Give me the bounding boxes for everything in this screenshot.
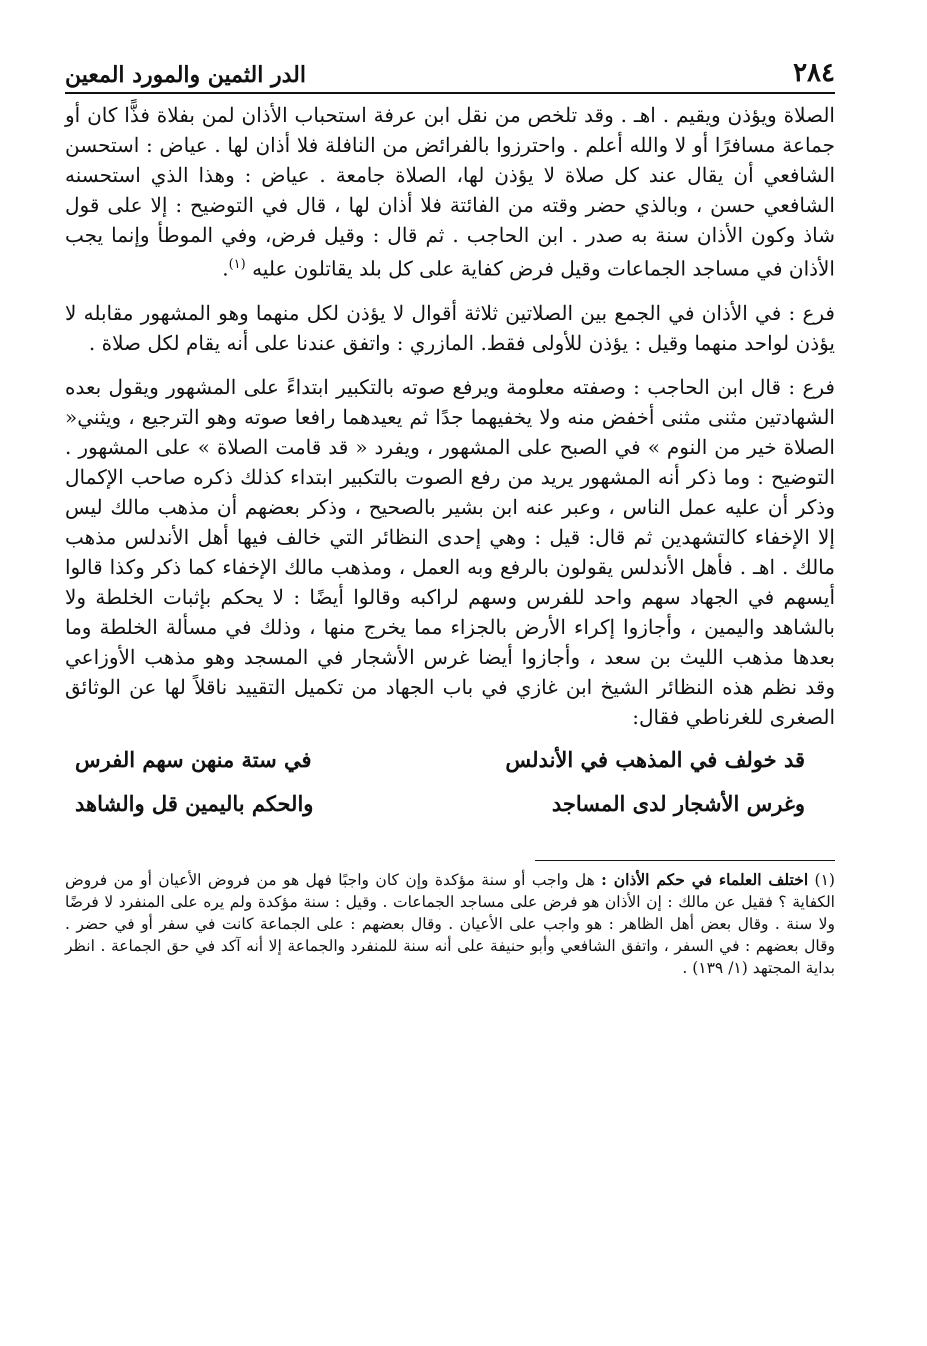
footnote-separator (535, 860, 835, 861)
verse-second-hemistich: في ستة منهن سهم الفرس (75, 746, 312, 772)
paragraph-2 (65, 298, 835, 358)
paragraph-3 (65, 372, 835, 732)
verse-line-1 (65, 738, 835, 782)
verse-first-hemistich: قد خولف في المذهب في الأندلس (505, 746, 805, 772)
footnote-heading: اختلف العلماء في حكم الأذان : (601, 869, 809, 889)
paragraph-text: فرع : قال ابن الحاجب : وصفته معلومة ويرفع صوته بالتكبير ابتداءً على المشهور ويقول بعده الشهادتين مثنى مثنى أخفض منه ولا يخفيهما جدًا ثم يعيدهما رافعا صوته وهو الترجيع ، ويثني« الصلاة خير من النوم » في الصبح على المشهور ، ويفرد « قد قامت الصلاة » على المشهور . التوضيح : وما ذكر أنه المشهور يريد من رفع الصوت بالتكبير ابتداء كذلك ذكره صاحب الإكمال وذكر أن عليه عمل الناس ، وعبر عنه ابن بشير بالصحيح ، وذكر بعضهم أن مذهب مالك ليس إلا الإخفاء كالتشهدين ثم قال: قيل : وهي إحدى النظائر التي خالف فيها أهل الأندلس مذهب مالك . اهـ . فأهل الأندلس يقولون بالرفع وبه العمل ، ومذهب مالك الإخفاء كما ذكر وكذا قالوا أيسهم في الجهاد سهم واحد للفرس وسهم لراكبه وقالوا أيضًا : لا يحكم بإثبات الخلطة ولا بالشاهد واليمين ، وأجازوا إكراء الأرض بالجزاء مما يخرج منها ، وذلك في مسألة الخلطة وما بعدها مذهب الليث بن سعد ، وأجازوا أيضا غرس الأشجار في المسجد وهو مذهب الأوزاعي وقد نظم هذه النظائر الشيخ ابن غازي في باب الجهاد من تكميل التقييد ناقلاً لها عن الوثائق الصغرى للغرناطي فقال: (65, 374, 835, 729)
paragraph-text: فرع : في الأذان في الجمع بين الصلاتين ثلاثة أقوال لا يؤذن لكل منهما وهو المشهور مقابله لا يؤذن لواحد منهما وقيل : يؤذن للأولى فقط. المازري : واتفق عندنا على أنه يقام لكل صلاة . (65, 300, 835, 355)
paragraph-1: الصلاة ويؤذن ويقيم . اهـ . وقد تلخص من نقل ابن عرفة استحباب الأذان لمن بفلاة فذًّا كان أو جماعة مسافرًا أو لا والله أعلم . واحترزوا بالفرائض من النافلة فلا أذان لها . عياض : استحسن الشافعي أن يقال عند كل صلاة لا يؤذن لها، الصلاة جامعة . عياض : وهذا الذي استحسنه الشافعي حسن ، وبالذي حضر وقته من الفائتة فلا أذان لها ، قال في التوضيح : إلا على قول شاذ وكون الأذان سنة به صدر . ابن الحاجب . ثم قال : وقيل فرض، وفي الموطأ وإنما يجب الأذان في مساجد الجماعات وقيل فرض كفاية على كل بلد يقاتلون عليه $^{(١)}$. (65, 103, 835, 281)
paragraph-text: الصلاة ويؤذن ويقيم . اهـ . وقد تلخص من نقل ابن عرفة استحباب الأذان لمن بفلاة فذًّا كان أو جماعة مسافرًا أو لا والله أعلم . واحترزوا بالفرائض من النافلة فلا أذان لها . عياض : استحسن الشافعي أن يقال عند كل صلاة لا يؤذن لها، الصلاة جامعة . عياض : وهذا الذي استحسنه الشافعي حسن ، وبالذي حضر وقته من الفائتة فلا أذان لها ، قال في التوضيح : إلا على قول شاذ وكون الأذان سنة به صدر . ابن الحاجب . ثم قال : وقيل فرض، وفي الموطأ وإنما يجب الأذان في مساجد الجماعات وقيل فرض كفاية على كل بلد يقاتلون عليه (65, 103, 835, 281)
footnote-text: هل واجب أو سنة مؤكدة وإن كان واجبًا فهل هو من فروض الأعيان أو من فروض الكفاية ؟ فقيل عن مالك : إن الأذان هو فرض على مساجد الجماعات . وقيل : سنة مؤكدة ولم يره على المنفرد لا فرضًا ولا سنة . وقال بعض أهل الظاهر : هو واجب على الأعيان . وقال بعضهم : على الجماعة كانت في سفر أو في حضر . وقال بعضهم : في السفر ، واتفق الشافعي وأبو حنيفة على أنه سنة للمنفرد والجماعة إلا أنه آكد في حق الجماعة . انظر بداية المجتهد (١/ ١٣٩) . (65, 870, 835, 977)
footnote-1 (65, 869, 835, 979)
running-head (65, 52, 835, 94)
verse-first-hemistich: وغرس الأشجار لدى المساجد (551, 790, 805, 816)
poem (65, 738, 835, 826)
main-text (65, 100, 835, 826)
footnotes (65, 869, 835, 979)
verse-line-2 (65, 782, 835, 826)
footnote-number: (١) (814, 870, 835, 889)
page-number: ٢٨٤ (793, 58, 835, 88)
book-title: الدر الثمين والمورد المعين (65, 62, 307, 88)
footnote-reference: (١) (228, 257, 246, 272)
verse-second-hemistich: والحكم باليمين قل والشاهد (75, 790, 314, 816)
